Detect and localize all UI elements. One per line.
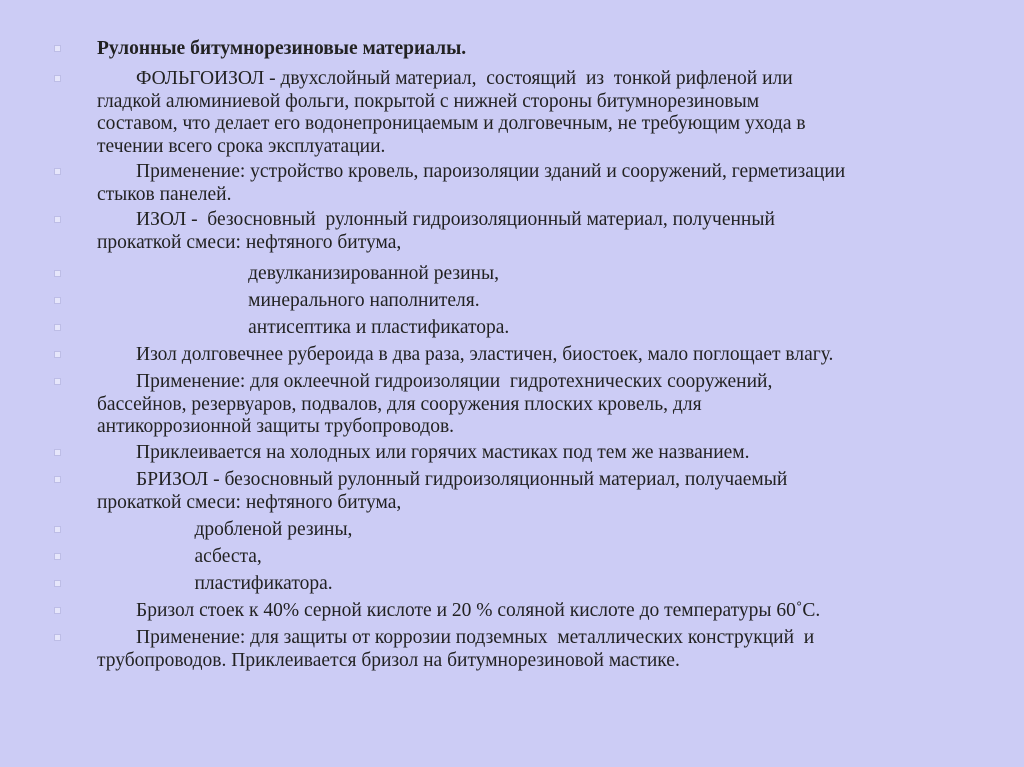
text-line: составом, что делает его водонепроницаемым и долговечным, не требующим ухода в — [97, 113, 806, 134]
paragraph-izol-application — [97, 371, 977, 439]
bullet-icon — [52, 43, 62, 53]
text-line: Применение: для защиты от коррозии подземных металлических конструкций и — [97, 627, 815, 648]
brizol-component: дробленой резины, — [97, 519, 353, 540]
izol-component: минерального наполнителя. — [97, 290, 480, 311]
text-line: Применение: для оклеечной гидроизоляции гидротехнических сооружений, — [97, 371, 773, 392]
paragraph-brizol-application — [97, 627, 977, 672]
bullet-icon — [52, 447, 62, 457]
bullet-icon — [52, 295, 62, 305]
bullet-icon — [52, 632, 62, 642]
text-line: течении всего срока эксплуатации. — [97, 135, 386, 157]
izol-component: антисептика и пластификатора. — [97, 317, 510, 338]
bullet-icon — [52, 605, 62, 615]
bullet-icon — [52, 524, 62, 534]
bullet-icon — [52, 349, 62, 359]
brizol-component: асбеста, — [97, 546, 262, 567]
bullet-icon — [52, 268, 62, 278]
paragraph-izol — [97, 209, 977, 254]
bullet-icon — [52, 376, 62, 386]
text-line: ИЗОЛ - безосновный рулонный гидроизоляционный материал, полученный — [97, 209, 775, 230]
bullet-icon — [52, 73, 62, 83]
brizol-component: пластификатора. — [97, 573, 333, 594]
paragraph-folgoizol-application — [97, 161, 977, 206]
text-line: трубопроводов. Приклеивается бризол на битумнорезиновой мастике. — [97, 649, 680, 671]
paragraph-brizol — [97, 469, 977, 514]
bullet-icon — [52, 214, 62, 224]
paragraph-brizol-resistance: Бризол стоек к 40% серной кислоте и 20 % соляной кислоте до температуры 60˚С. — [97, 600, 821, 621]
bullet-icon — [52, 322, 62, 332]
paragraph-folgoizol — [97, 68, 977, 158]
izol-component: девулканизированной резины, — [97, 263, 499, 284]
text-line: Применение: устройство кровель, пароизоляции зданий и сооружений, герметизации — [97, 161, 846, 182]
text-line: ФОЛЬГОИЗОЛ - двухслойный материал, состоящий из тонкой рифленой или — [97, 68, 793, 89]
bullet-icon — [52, 166, 62, 176]
bullet-icon — [52, 474, 62, 484]
text-line: антикоррозионной защиты трубопроводов. — [97, 416, 455, 437]
text-line: прокаткой смеси: нефтяного битума, — [97, 231, 402, 253]
text-line: прокаткой смеси: нефтяного битума, — [97, 491, 402, 513]
text-line: БРИЗОЛ - безосновный рулонный гидроизоляционный материал, получаемый — [97, 469, 788, 490]
paragraph-izol-glue: Приклеивается на холодных или горячих мастиках под тем же названием. — [97, 442, 750, 463]
bullet-icon — [52, 551, 62, 561]
bullet-icon — [52, 578, 62, 588]
text-line: стыков панелей. — [97, 183, 232, 205]
paragraph-izol-properties: Изол долговечнее рубероида в два раза, эластичен, биостоек, мало поглощает влагу. — [97, 344, 834, 365]
text-line: бассейнов, резервуаров, подвалов, для сооружения плоских кровель, для — [97, 393, 702, 415]
slide-heading: Рулонные битумнорезиновые материалы. — [97, 38, 467, 59]
text-line: гладкой алюминиевой фольги, покрытой с нижней стороны битумнорезиновым — [97, 90, 760, 112]
